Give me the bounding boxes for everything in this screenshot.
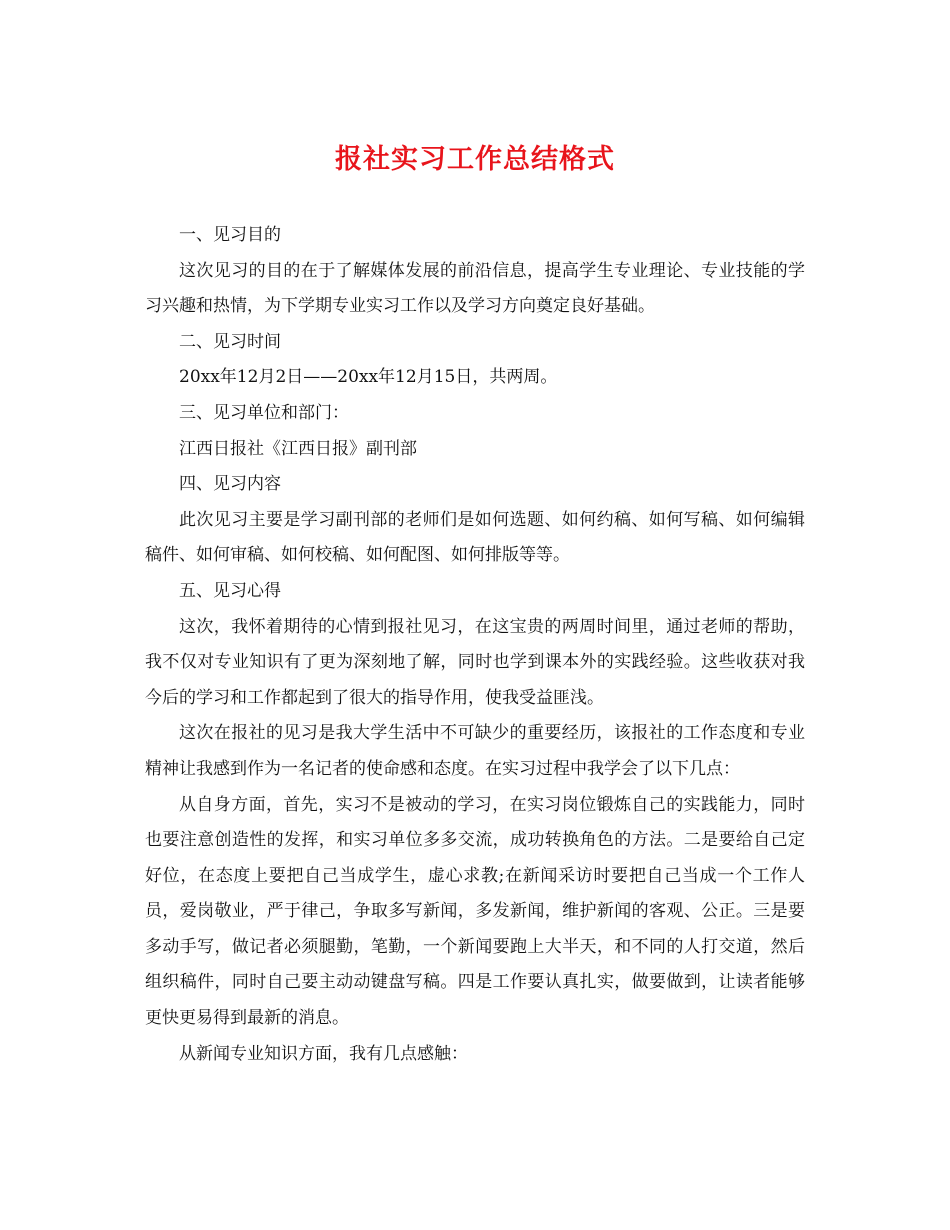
paragraph-experience-4: 从新闻专业知识方面，我有几点感触：	[179, 1043, 468, 1064]
paragraph-time: 20xx年12月2日——20xx年12月15日，共两周。	[179, 367, 558, 388]
heading-unit: 三、见习单位和部门：	[179, 402, 349, 423]
paragraph-experience-2: 这次在报社的见习是我大学生活中不可缺少的重要经历，该报社的工作态度和专业精神让我感到作为一名记者的使命感和态度。在实习过程中我学会了以下几点：	[145, 723, 805, 779]
heading-content: 四、见习内容	[179, 474, 281, 495]
paragraph-content: 此次见习主要是学习副刊部的老师们是如何选题、如何约稿、如何写稿、如何编辑稿件、如何审稿、如何校稿、如何配图、如何排版等等。	[145, 509, 805, 566]
paragraph-unit: 江西日报社《江西日报》副刊部	[179, 438, 417, 459]
document-body	[145, 218, 805, 1072]
heading-purpose: 一、见习目的	[179, 225, 281, 245]
heading-time: 二、见习时间	[179, 331, 281, 352]
paragraph-purpose: 这次见习的目的在于了解媒体发展的前沿信息，提高学生专业理论、专业技能的学习兴趣和热情，为下学期专业实习工作以及学习方向奠定良好基础。	[145, 260, 805, 317]
document-title: 报社实习工作总结格式	[335, 144, 615, 175]
heading-experience: 五、见习心得	[179, 580, 281, 601]
paragraph-experience-1: 这次，我怀着期待的心情到报社见习，在这宝贵的两周时间里，通过老师的帮助，我不仅对专业知识有了更为深刻地了解，同时也学到课本外的实践经验。这些收获对我今后的学习和工作都起到了很大的指导作用，使我受益匪浅。	[145, 616, 805, 708]
paragraph-experience-3: 从自身方面，首先，实习不是被动的学习，在实习岗位锻炼自己的实践能力，同时也要注意创造性的发挥，和实习单位多多交流，成功转换角色的方法。二是要给自己定好位，在态度上要把自己当成学生，虚心求教;在新闻采访时要把自己当成一个工作人员，爱岗敬业，严于律己，争取多写新闻，多发新闻，维护新闻的客观、公正。三是要多动手写，做记者必须腿勤，笔勤，一个新闻要跑上大半天，和不同的人打交道，然后组织稿件，同时自己要主动动键盘写稿。四是工作要认真扎实，做要做到，让读者能够更快更易得到最新的消息。	[145, 794, 805, 1029]
